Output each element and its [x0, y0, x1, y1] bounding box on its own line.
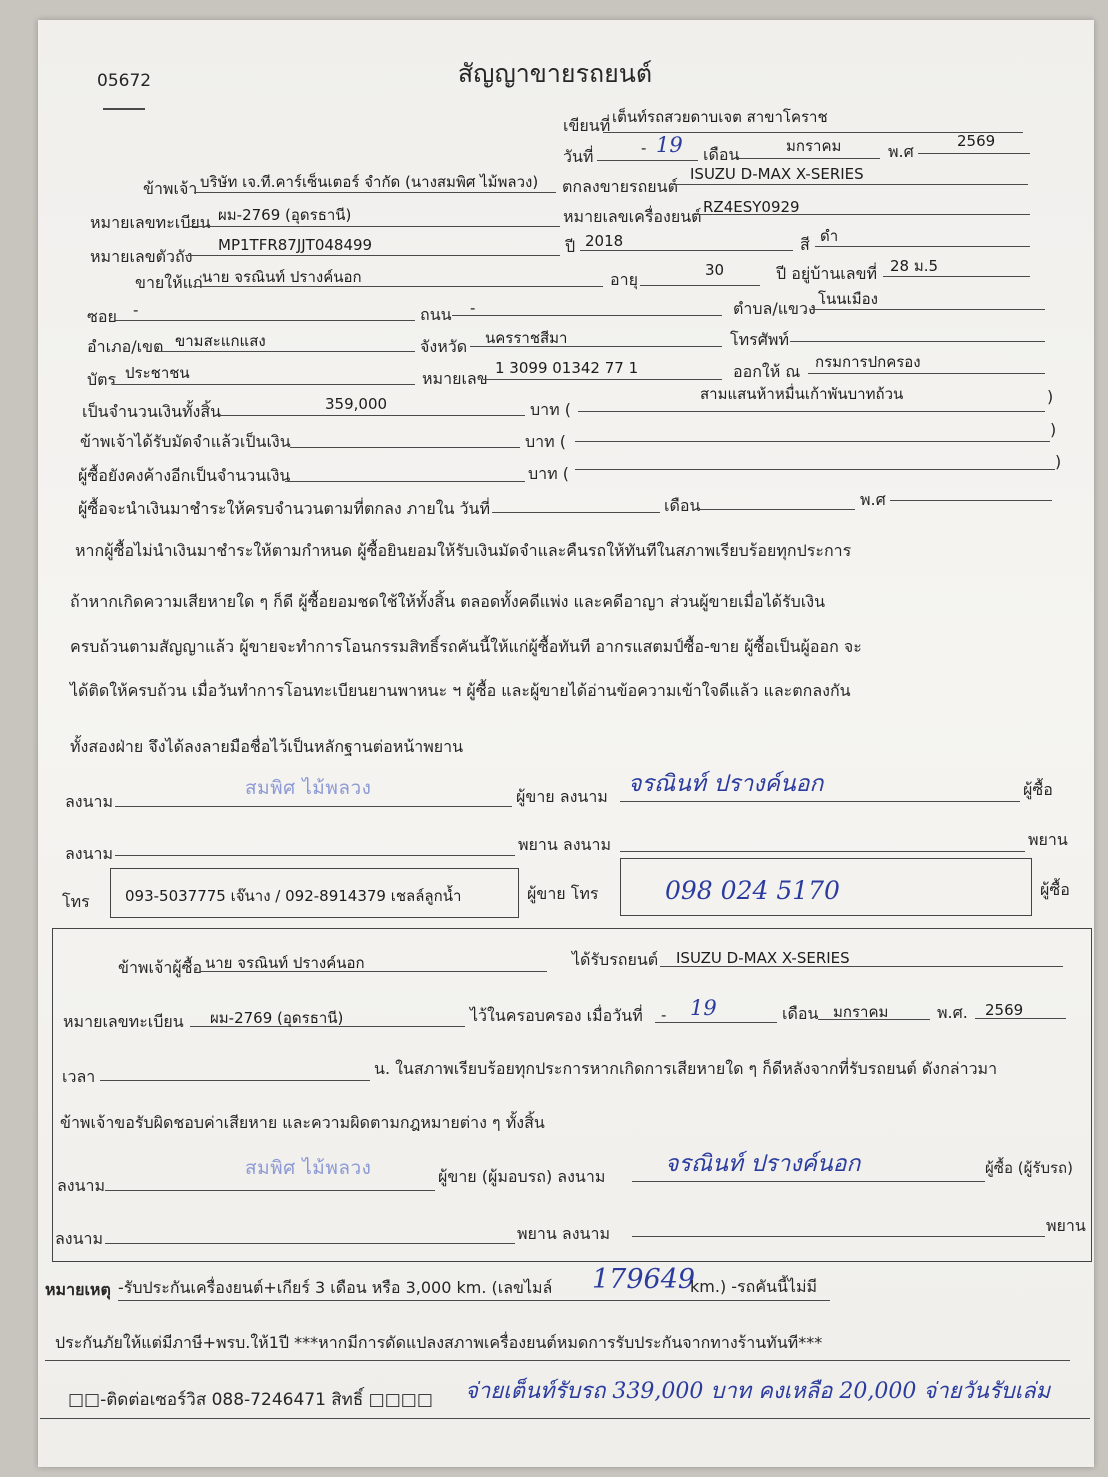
form-number-underline: [103, 108, 145, 110]
chassis-line: [185, 255, 560, 256]
car-model-value: ISUZU D-MAX X-SERIES: [690, 165, 864, 183]
receipt-buyer-label: ข้าพเจ้าผู้ซื้อ: [118, 958, 203, 977]
buyer-phone-line: [790, 341, 1045, 342]
sign-label-seller: ลงนาม: [65, 792, 114, 811]
age-value: 30: [705, 261, 725, 279]
date-year-value: 2569: [957, 132, 996, 150]
receipt-witness-label: พยาน: [1046, 1216, 1086, 1235]
receipt-received-label: ได้รับรถยนต์: [572, 950, 659, 969]
receipt-sign-label-seller: ลงนาม: [57, 1176, 106, 1195]
age-label: อายุ: [610, 270, 638, 289]
total-baht-open: บาท (: [530, 400, 572, 419]
due-month-line: [700, 509, 855, 510]
terms-line-5: ทั้งสองฝ่าย จึงได้ลงลายมือชื่อไว้เป็นหลักฐานต่อหน้าพยาน: [70, 737, 464, 756]
engine-value: RZ4ESY0929: [703, 198, 800, 216]
receipt-buyer-role: ผู้ซื้อ (ผู้รับรถ): [985, 1159, 1073, 1177]
remarks-mileage-handwritten: 179649: [592, 1264, 696, 1295]
buyer-signature-line: [620, 801, 1020, 802]
deposit-line: [290, 447, 520, 448]
issued-by-value: กรมการปกครอง: [815, 353, 921, 371]
outstanding-label: ผู้ซื้อยังคงค้างอีกเป็นจำนวนเงิน: [78, 466, 291, 485]
seller-line: [194, 192, 556, 193]
date-day-line: [597, 160, 698, 161]
due-day-line: [492, 512, 660, 513]
receipt-car-value: ISUZU D-MAX X-SERIES: [676, 949, 850, 967]
plate-line: [188, 226, 560, 227]
total-value: 359,000: [325, 395, 388, 413]
sign-label-witness-1: ลงนาม: [65, 844, 114, 863]
vehicle-receipt-box: [52, 928, 1092, 1262]
road-value: -: [470, 299, 476, 317]
receipt-time-line: [100, 1080, 370, 1081]
deposit-words-line: [575, 441, 1050, 442]
card-no-line: [483, 379, 722, 380]
terms-line-1: หากผู้ซื้อไม่นำเงินมาชำระให้ตามกำหนด ผู้ซื้อยินยอมให้รับเงินมัดจำและคืนรถให้ทันทีในสภาพเรียบร้อยทุกประการ: [75, 541, 852, 560]
engine-label: หมายเลขเครื่องยนต์: [563, 207, 702, 226]
receipt-day-handwritten: 19: [690, 996, 717, 1020]
terms-line-4: ได้ติดให้ครบถ้วน เมื่อวันทำการโอนทะเบียนยานพาหนะ ฯ ผู้ซื้อ และผู้ขายได้อ่านข้อความเข้าใจดีแล้ว และตกลงกัน: [70, 681, 851, 700]
seller-phone-value: 093-5037775 เจ๊นาง / 092-8914379 เชลล์ลูกน้ำ: [125, 887, 462, 905]
date-month-line: [737, 158, 880, 159]
total-label: เป็นจำนวนเงินทั้งสิ้น: [82, 402, 222, 421]
sold-to-label: ขายให้แก่: [135, 273, 203, 292]
remarks-handwritten-note: จ่ายเต็นท์รับรถ 339,000 บาท คงเหลือ 20,000 จ่ายวันรับเล่ม: [465, 1379, 1051, 1404]
receipt-sign-label-witness: ลงนาม: [55, 1229, 104, 1248]
date-month-label: เดือน: [703, 145, 740, 164]
remarks-line-1: [118, 1300, 830, 1301]
buyer-role-label: ผู้ซื้อ: [1023, 780, 1053, 799]
subdistrict-label: ตำบล/แขวง: [733, 299, 816, 318]
age-line: [640, 285, 760, 286]
outstanding-close: ): [1055, 452, 1062, 471]
receipt-buyer-signature: จรณินท์ ปรางค์นอก: [665, 1151, 861, 1177]
issued-by-line: [808, 373, 1045, 374]
district-line: [155, 351, 415, 352]
buyer-phone-handwritten: 098 024 5170: [665, 876, 840, 905]
subdistrict-line: [810, 309, 1045, 310]
written-at-value: เต็นท์รถสวยดาบเจต สาขาโคราช: [612, 108, 828, 126]
soi-label: ซอย: [87, 307, 117, 326]
outstanding-line: [285, 481, 525, 482]
due-month-label: เดือน: [664, 496, 701, 515]
vehicle-year-label: ปี: [565, 237, 576, 256]
due-year-line: [890, 500, 1052, 501]
card-no-value: 1 3099 01342 77 1: [495, 359, 639, 377]
date-day-prefix: -: [641, 139, 647, 157]
deposit-label: ข้าพเจ้าได้รับมัดจำแล้วเป็นเงิน: [80, 432, 291, 451]
house-label: ปี อยู่บ้านเลขที่: [776, 264, 878, 283]
receipt-buyer-signature-line: [632, 1181, 985, 1182]
house-line: [883, 276, 1030, 277]
total-words-value: สามแสนห้าหมื่นเก้าพันบาทถ้วน: [700, 385, 904, 403]
remarks-insurance-text: ประกันภัยให้แต่มีภาษี+พรบ.ให้1ปี ***หากมีการดัดแปลงสภาพเครื่องยนต์หมดการรับประกันจากทางร้านทันที***: [55, 1333, 823, 1352]
receipt-month-value: มกราคม: [833, 1003, 889, 1021]
witness-label: พยาน: [1028, 830, 1068, 849]
receipt-year-label: พ.ศ.: [937, 1003, 968, 1022]
due-label: ผู้ซื้อจะนำเงินมาชำระให้ครบจำนวนตามที่ตกลง ภายใน วันที่: [78, 499, 491, 518]
deposit-close: ): [1050, 420, 1057, 439]
due-year-label: พ.ศ: [860, 490, 886, 509]
receipt-day-prefix: -: [661, 1006, 667, 1024]
witness-2-line: [620, 851, 1025, 852]
remarks-warranty-end: km.) -รถคันนี้ไม่มี: [690, 1277, 818, 1296]
total-line: [218, 415, 525, 416]
seller-signature-stamp: สมพิศ ไม้พลวง: [245, 777, 372, 799]
remarks-label: หมายเหตุ: [45, 1280, 111, 1299]
remarks-line-2: [45, 1360, 1070, 1361]
vehicle-year-value: 2018: [585, 232, 624, 250]
chassis-value: MP1TFR87JJT048499: [218, 236, 373, 254]
road-line: [452, 315, 722, 316]
written-at-label: เขียนที่: [563, 116, 611, 135]
date-month-value: มกราคม: [786, 137, 842, 155]
district-value: ขามสะแกแสง: [175, 332, 266, 350]
soi-value: -: [133, 301, 139, 319]
seller-phone-role: ผู้ขาย โทร: [527, 884, 599, 903]
receipt-buyer-value: นาย จรณินท์ ปรางค์นอก: [205, 954, 365, 972]
seller-value: บริษัท เจ.ที.คาร์เซ็นเตอร์ จำกัด (นางสมพิศ ไม้พลวง): [200, 173, 539, 191]
vehicle-color-line: [815, 246, 1030, 247]
buyer-name-value: นาย จรณินท์ ปรางค์นอก: [202, 268, 362, 286]
buyer-phone-role: ผู้ซื้อ: [1040, 880, 1070, 899]
phone-label: โทร: [62, 892, 90, 911]
receipt-witness-role: พยาน ลงนาม: [517, 1224, 611, 1243]
terms-line-2: ถ้าหากเกิดความเสียหายใด ๆ ก็ดี ผู้ซื้อยอมชดใช้ให้ทั้งสิ้น ตลอดทั้งคดีแพ่ง และคดีอาญา ส่วนผู้ขายเมื่อได้รับเงิน: [70, 592, 826, 611]
chassis-label: หมายเลขตัวถัง: [90, 247, 193, 266]
date-year-line: [918, 153, 1030, 154]
receipt-time-label: เวลา: [62, 1067, 96, 1086]
receipt-liability-text: ข้าพเจ้าขอรับผิดชอบค่าเสียหาย และความผิดตามกฎหมายต่าง ๆ ทั้งสิ้น: [60, 1113, 545, 1132]
road-label: ถนน: [420, 305, 452, 324]
outstanding-words-line: [575, 469, 1055, 470]
seller-role-label: ผู้ขาย ลงนาม: [516, 787, 608, 806]
buyer-signature: จรณินท์ ปรางค์นอก: [628, 771, 824, 797]
date-day-label: วันที่: [563, 147, 594, 166]
total-words-line: [578, 411, 1045, 412]
receipt-possession-label: ไว้ในครอบครอง เมื่อวันที่: [470, 1006, 643, 1025]
remarks-service-text: □□-ติดต่อเซอร์วิส 088-7246471 สิทธิ์ □□□□: [68, 1390, 433, 1410]
date-day-handwritten: 19: [656, 133, 683, 157]
total-close: ): [1047, 387, 1054, 406]
receipt-witness-1-line: [105, 1243, 515, 1244]
seller-signature-line: [115, 806, 512, 807]
plate-value: ผม-2769 (อุดรธานี): [218, 206, 352, 224]
house-value: 28 ม.5: [890, 257, 939, 275]
deposit-baht-open: บาท (: [525, 432, 567, 451]
receipt-month-label: เดือน: [782, 1004, 819, 1023]
card-label: บัตร: [87, 370, 117, 389]
vehicle-color-value: ดำ: [820, 227, 839, 245]
receipt-condition-text: น. ในสภาพเรียบร้อยทุกประการหากเกิดการเสียหายใด ๆ ก็ดีหลังจากที่รับรถยนต์ ดังกล่าวมา: [374, 1059, 998, 1078]
date-year-label: พ.ศ: [888, 142, 914, 161]
car-model-line: [672, 184, 1028, 185]
remarks-warranty-text: -รับประกันเครื่องยนต์+เกียร์ 3 เดือน หรือ 3,000 km. (เลขไมล์: [118, 1278, 553, 1297]
witness-1-line: [115, 855, 515, 856]
subdistrict-value: โนนเมือง: [818, 290, 878, 308]
soi-line: [115, 320, 415, 321]
card-type-line: [112, 384, 415, 385]
province-label: จังหวัด: [420, 337, 468, 356]
receipt-plate-value: ผม-2769 (อุดรธานี): [210, 1009, 344, 1027]
province-value: นครราชสีมา: [485, 329, 568, 347]
remarks-line-3: [40, 1418, 1090, 1419]
outstanding-baht-open: บาท (: [528, 464, 570, 483]
receipt-seller-signature-line: [105, 1190, 435, 1191]
agree-sell-label: ตกลงขายรถยนต์: [562, 177, 678, 196]
issued-by-label: ออกให้ ณ: [733, 362, 801, 381]
form-number: 05672: [97, 71, 152, 91]
witness-role-label: พยาน ลงนาม: [518, 835, 612, 854]
district-label: อำเภอ/เขต: [87, 337, 164, 356]
receipt-seller-role: ผู้ขาย (ผู้มอบรถ) ลงนาม: [438, 1167, 606, 1186]
receipt-year-value: 2569: [985, 1001, 1024, 1019]
terms-line-3: ครบถ้วนตามสัญญาแล้ว ผู้ขายจะทำการโอนกรรมสิทธิ์รถคันนี้ให้แก่ผู้ซื้อทันที อากรแสตมป์ซื้อ-ขาย ผู้ซื้อเป็นผู้ออก จะ: [70, 637, 862, 656]
buyer-phone-label: โทรศัพท์: [730, 330, 789, 349]
receipt-seller-signature-stamp: สมพิศ ไม้พลวง: [245, 1157, 372, 1179]
vehicle-color-label: สี: [800, 235, 810, 254]
document-title: สัญญาขายรถยนต์: [457, 59, 653, 88]
receipt-day-line: [655, 1022, 777, 1023]
card-type-value: ประชาชน: [125, 364, 190, 382]
receipt-plate-label: หมายเลขทะเบียน: [63, 1012, 184, 1031]
receipt-witness-2-line: [632, 1236, 1045, 1237]
seller-label: ข้าพเจ้า: [143, 179, 198, 198]
card-no-label: หมายเลข: [422, 369, 488, 388]
plate-label: หมายเลขทะเบียน: [90, 213, 211, 232]
